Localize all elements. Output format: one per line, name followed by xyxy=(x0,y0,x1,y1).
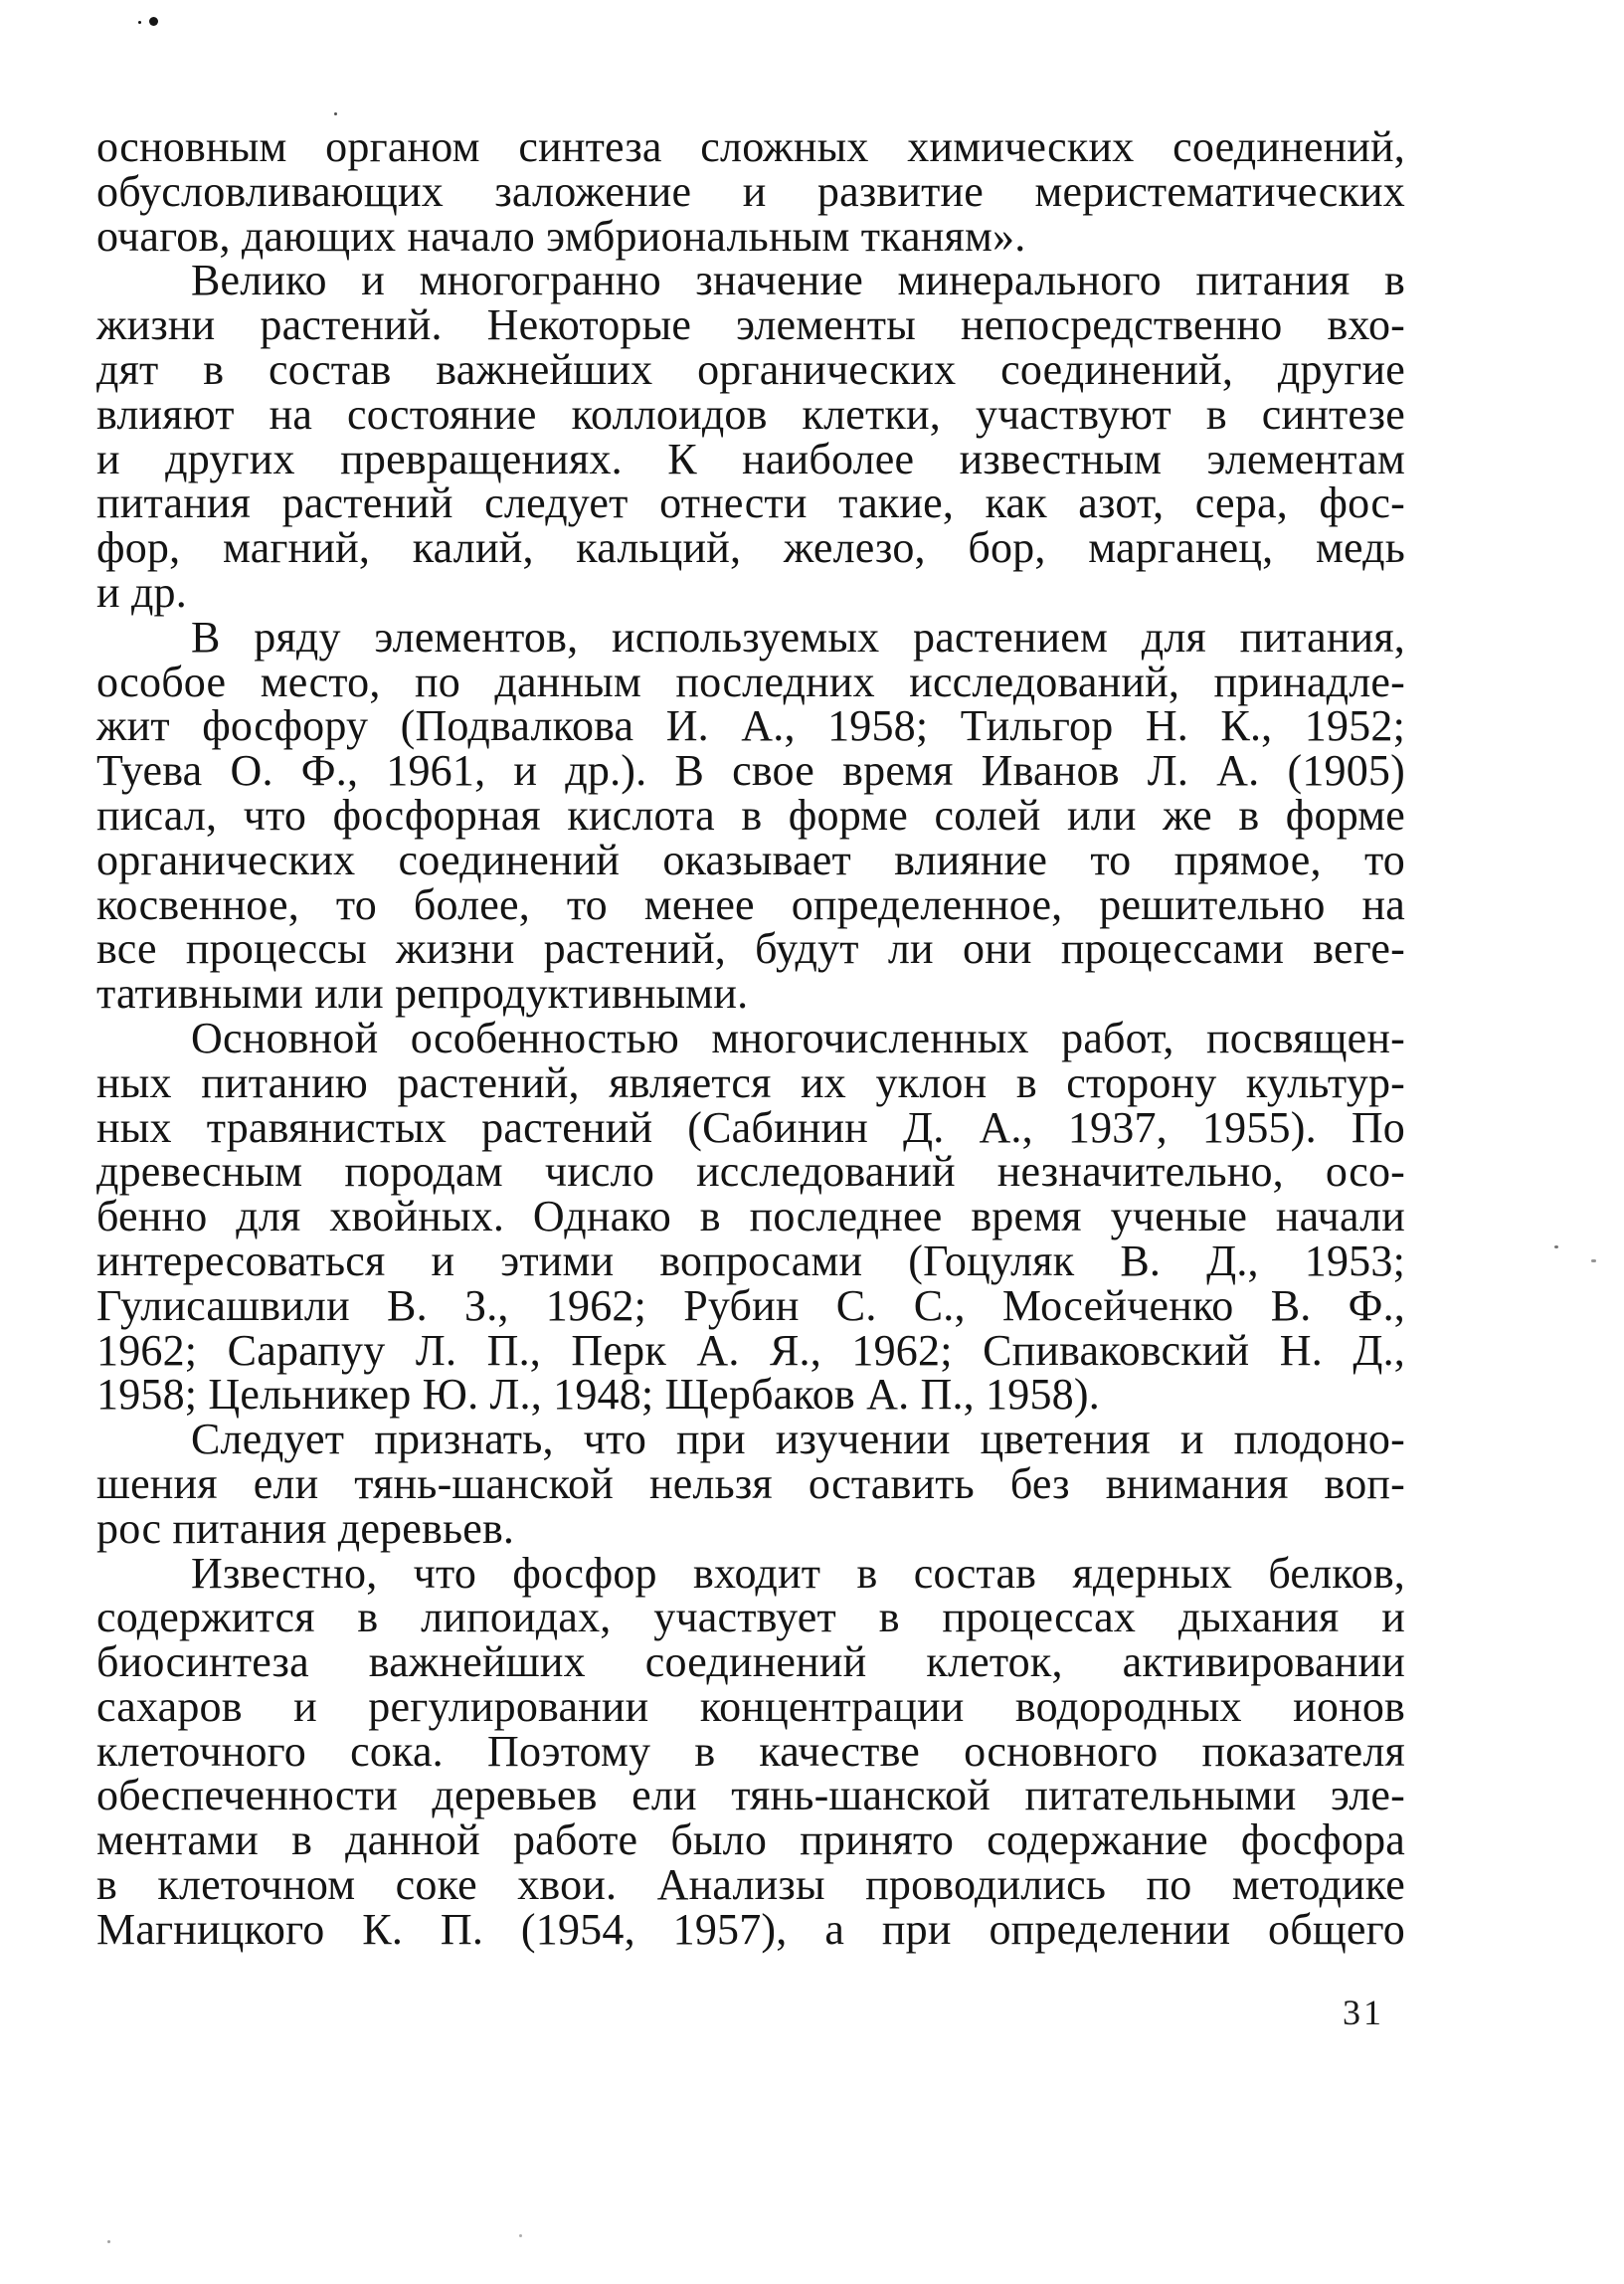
text-line: органических соединений оказывает влияние то прямое, то xyxy=(96,835,1405,884)
text-line: древесным породам число исследований незначительно, осо- xyxy=(96,1147,1405,1197)
text-line: особое место, по данным последних исследований, принадле- xyxy=(96,657,1405,706)
text-line: фор, магний, калий, кальций, железо, бор, марганец, медь xyxy=(96,523,1405,573)
text-line: жит фосфору (Подвалкова И. А., 1958; Тильгор Н. К., 1952; xyxy=(96,701,1405,751)
scan-speck xyxy=(1554,1245,1558,1248)
scan-speck xyxy=(1591,1259,1596,1262)
text-line: Велико и многогранно значение минерального питания в xyxy=(191,256,1405,305)
paragraph xyxy=(96,1415,1405,1553)
text-line: дят в состав важнейших органических соединений, другие xyxy=(96,344,1405,394)
text-line: ных травянистых растений (Сабинин Д. А., 1937, 1955). По xyxy=(96,1102,1405,1152)
text-line: клеточного сока. Поэтому в качестве основного показателя xyxy=(96,1726,1405,1776)
text-line: Основной особенностью многочисленных работ, посвящен- xyxy=(191,1013,1405,1062)
text-line: Следует признать, что при изучении цветения и плодоно- xyxy=(191,1415,1405,1464)
text-line: писал, что фосфорная кислота в форме солей или же в форме xyxy=(96,790,1405,840)
text-line: и др. xyxy=(96,567,187,617)
text-line: 1958; Цельникер Ю. Л., 1948; Щербаков А. П., 1958). xyxy=(96,1370,1100,1420)
text-line: Магницкого К. П. (1954, 1957), а при определении общего xyxy=(96,1904,1405,1954)
text-line: и других превращениях. К наиболее известным элементам xyxy=(96,434,1405,483)
paragraph xyxy=(96,1013,1405,1420)
text-line: сахаров и регулировании концентрации водородных ионов xyxy=(96,1681,1405,1731)
text-line: обусловливающих заложение и развитие меристематических xyxy=(96,166,1405,216)
text-line: питания растений следует отнести такие, как азот, сера, фос- xyxy=(96,478,1405,528)
scan-speck xyxy=(334,112,337,115)
text-line: интересоваться и этими вопросами (Гоцуляк В. Д., 1953; xyxy=(96,1236,1405,1285)
scan-speck xyxy=(519,2234,522,2237)
scan-speck xyxy=(149,17,158,26)
text-line: Гулисашвили В. З., 1962; Рубин С. С., Мосейченко В. Ф., xyxy=(96,1280,1405,1330)
text-line: Туева О. Ф., 1961, и др.). В свое время Иванов Л. А. (1905) xyxy=(96,746,1405,796)
text-line: очагов, дающих начало эмбриональным тканям». xyxy=(96,211,1026,261)
paragraph xyxy=(96,612,1405,1019)
scan-speck xyxy=(138,21,141,24)
text-line: жизни растений. Некоторые элементы непосредственно вхо- xyxy=(96,300,1405,350)
text-line: Известно, что фосфор входит в состав ядерных белков, xyxy=(191,1548,1405,1598)
text-line: бенно для хвойных. Однако в последнее время ученые начали xyxy=(96,1192,1405,1241)
text-line: в клеточном соке хвои. Анализы проводились по методике xyxy=(96,1860,1405,1910)
text-line: влияют на состояние коллоидов клетки, участвуют в синтезе xyxy=(96,389,1405,439)
page-text xyxy=(96,122,1405,1954)
text-line: В ряду элементов, используемых растением для питания, xyxy=(191,612,1405,662)
scan-speck xyxy=(107,2240,110,2243)
page-number: 31 xyxy=(1343,1993,1384,2032)
paragraph xyxy=(96,256,1405,617)
text-line: биосинтеза важнейших соединений клеток, активировании xyxy=(96,1637,1405,1687)
text-line: ных питанию растений, является их уклон в сторону культур- xyxy=(96,1057,1405,1107)
text-line: тативными или репродуктивными. xyxy=(96,969,749,1019)
text-line: ментами в данной работе было принято содержание фосфора xyxy=(96,1815,1405,1865)
text-line: 1962; Сарапуу Л. П., Перк А. Я., 1962; Спиваковский Н. Д., xyxy=(96,1325,1405,1375)
paragraph xyxy=(96,122,1405,261)
text-line: рос питания деревьев. xyxy=(96,1503,515,1553)
text-line: обеспеченности деревьев ели тянь-шанской питательными эле- xyxy=(96,1771,1405,1820)
paragraph xyxy=(96,1548,1405,1954)
text-line: косвенное, то более, то менее определенное, решительно на xyxy=(96,879,1405,929)
text-line: все процессы жизни растений, будут ли они процессами веге- xyxy=(96,924,1405,974)
text-line: шения ели тянь-шанской нельзя оставить без внимания воп- xyxy=(96,1458,1405,1508)
text-line: основным органом синтеза сложных химических соединений, xyxy=(96,122,1405,171)
text-line: содержится в липоидах, участвует в процессах дыхания и xyxy=(96,1593,1405,1642)
